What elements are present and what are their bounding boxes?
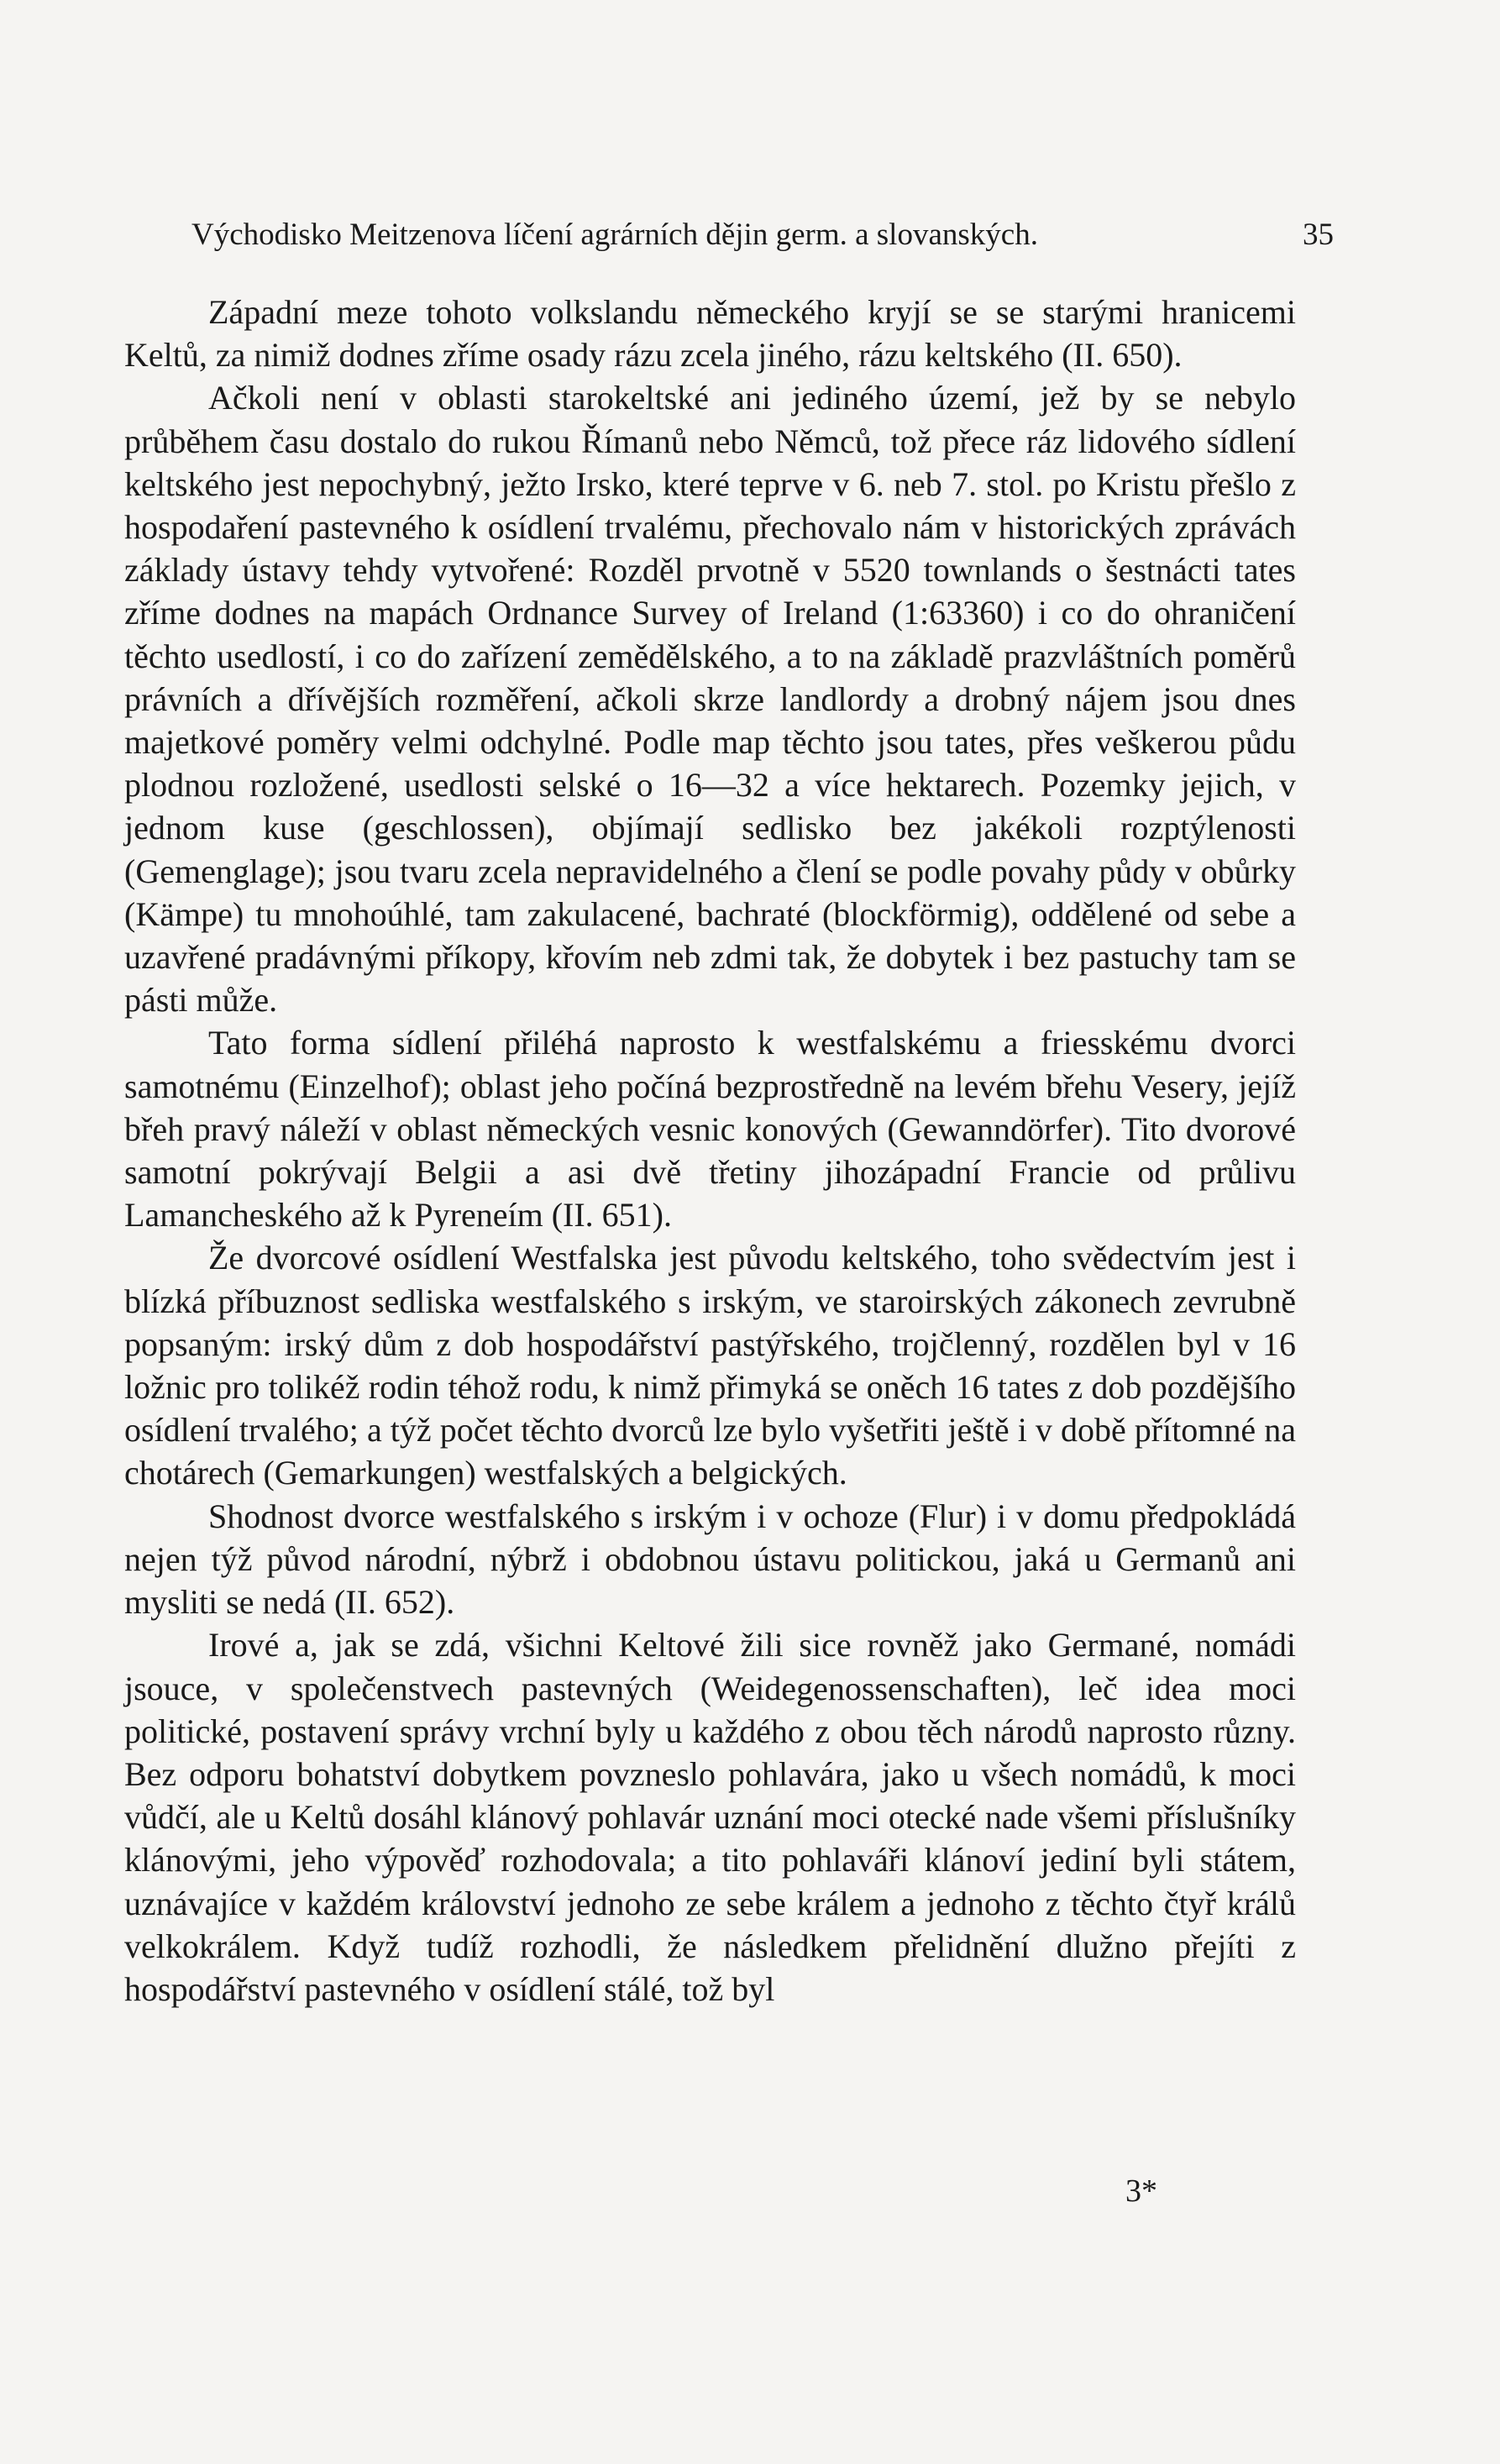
signature-mark: 3* — [1125, 2173, 1157, 2209]
paragraph: Tato forma sídlení přiléhá naprosto k westfalskému a friesskému dvorci samotnému (Einzelhof); oblast jeho počíná bezprostředně na levém břehu Vesery, jejíž břeh pravý náleží v oblast německých vesnic konových (Gewanndörfer). Tito dvorové samotní pokrývají Belgii a asi dvě třetiny jihozápadní Francie od průlivu Lamancheského až k Pyreneím (II. 651). — [124, 1024, 1296, 1235]
paragraph: Shodnost dvorce westfalského s irským i v ochoze (Flur) i v domu předpokládá nejen týž původ národní, nýbrž i obdobnou ústavu politickou, jaká u Germanů ani mysliti se nedá (II. 652). — [124, 1497, 1296, 1622]
page-number: 35 — [1303, 218, 1334, 252]
running-title: Východisko Meitzenova líčení agrárních dějin germ. a slovanských. — [191, 218, 1038, 252]
body-text — [124, 291, 1296, 2011]
paragraph: Irové a, jak se zdá, všichni Keltové žili sice rovněž jako Germané, nomádi jsouce, v společenstvech pastevných (Weidegenossenschaften), leč idea moci politické, postavení správy vrchní byly u každého z obou těch národů naprosto různy. Bez odporu bohatství dobytkem povzneslo pohlavára, jako u všech nomádů, k moci vůdčí, ale u Keltů dosáhl klánový pohlavár uznání moci otecké nade všemi příslušníky klánovými, jeho výpověď rozhodovala; a tito pohlaváři klánoví jediní byli státem, uznávajíce v každém království jednoho ze sebe králem a jednoho z těchto čtyř králů velkokrálem. Když tudíž rozhodli, že následkem přelidnění dlužno přejíti z hospodářství pastevného v osídlení stálé, tož byl — [124, 1626, 1296, 2008]
paragraph: Že dvorcové osídlení Westfalska jest původu keltského, toho svědectvím jest i blízká příbuznost sedliska westfalského s irským, ve staroirských zákonech zevrubně popsaným: irský dům z dob hospodářství pastýřského, trojčlenný, rozdělen byl v 16 ložnic pro tolikéž rodin téhož rodu, k nimž přimyká se oněch 16 tates z dob pozdějšího osídlení trvalého; a týž počet těchto dvorců lze bylo vyšetřiti ještě i v době přítomné na chotárech (Gemarkungen) westfalských a belgických. — [124, 1239, 1296, 1492]
paragraph: Ačkoli není v oblasti starokeltské ani jediného území, jež by se nebylo průběhem času dostalo do rukou Římanů nebo Němců, tož přece ráz lidového sídlení keltského jest nepochybný, ježto Irsko, které teprve v 6. neb 7. stol. po Kristu přešlo z hospodaření pastevného k osídlení trvalému, přechovalo nám v historických zprávách základy ústavy tehdy vytvořené: Rozděl prvotně v 5520 townlands o šestnácti tates zříme dodnes na mapách Ordnance Survey of Ireland (1:63360) i co do ohraničení těchto usedlostí, i co do zařízení zemědělského, a to na základě prazvláštních poměrů právních a dřívějších rozměření, ačkoli skrze landlordy a drobný nájem jsou dnes majetkové poměry velmi odchylné. Podle map těchto jsou tates, přes veškerou půdu plodnou rozložené, usedlosti selské o 16—32 a více hektarech. Pozemky jejich, v jednom kuse (geschlossen), objímají sedlisko bez jakékoli rozptýlenosti (Gemenglage); jsou tvaru zcela nepravidelného a člení se podle povahy půdy v obůrky (Kämpe) tu mnohoúhlé, tam zakulacené, bachraté (blockförmig), oddělené od sebe a uzavřené pradávnými příkopy, křovím neb zdmi tak, že dobytek i bez pastuchy tam se pásti může. — [124, 379, 1296, 1020]
paragraph: Západní meze tohoto volkslandu německého kryjí se se starými hranicemi Keltů, za nimiž dodnes zříme osady rázu zcela jiného, rázu keltského (II. 650). — [124, 293, 1296, 375]
